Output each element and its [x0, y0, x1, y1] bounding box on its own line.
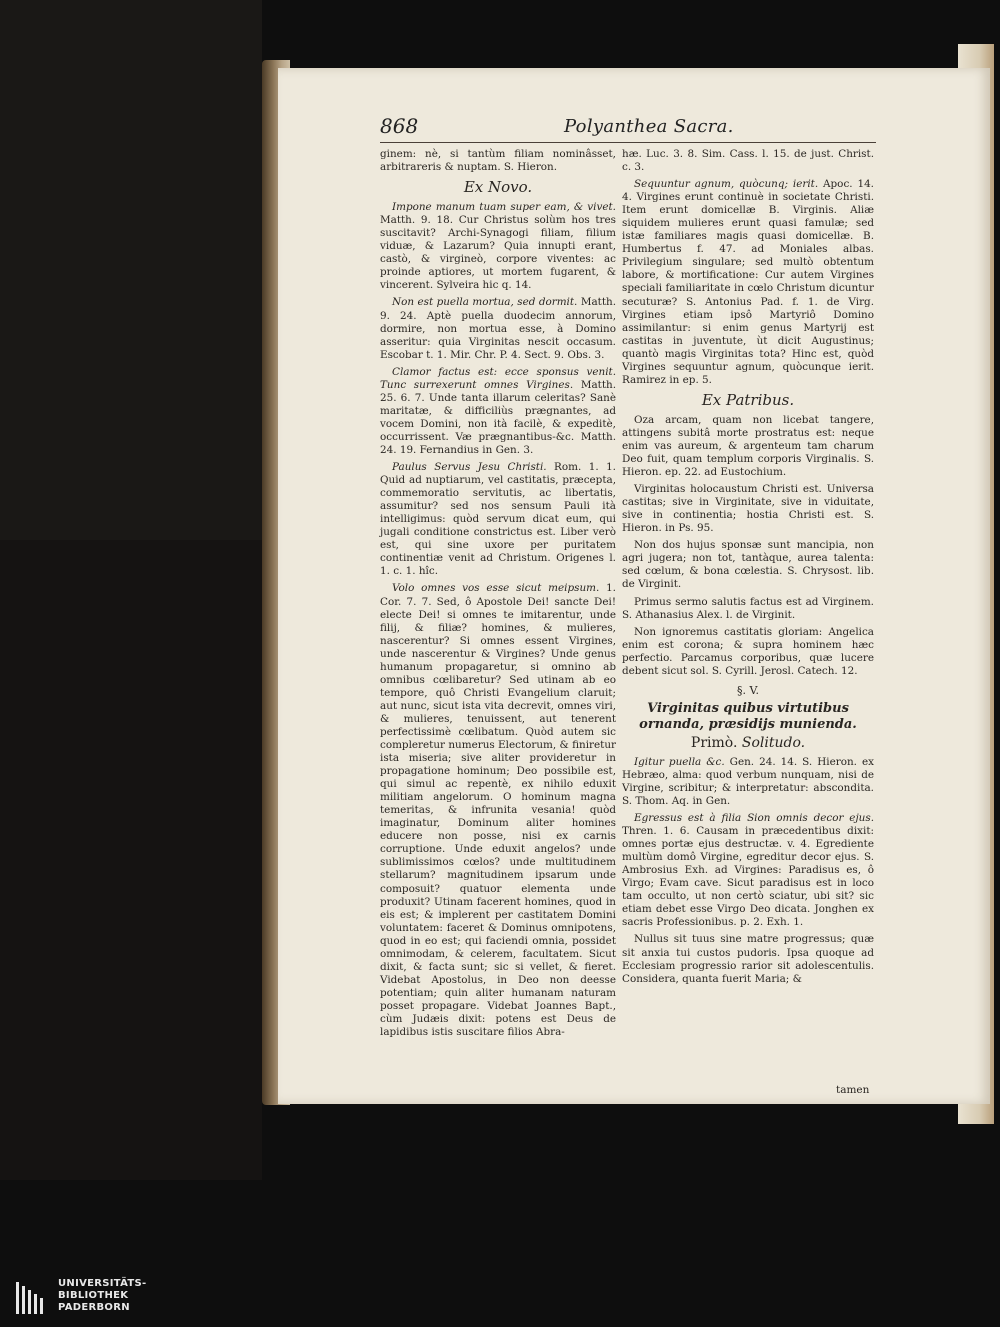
left-text-column: [380, 148, 616, 1043]
paragraph-text: Matth. 25. 6. 7. Unde tanta illarum celeritas? Sanè maritatæ, & difficiliùs prægnantes, ad vocem Domini, non ità facilè, & expeditè, occurrissent. Væ prægnantibus-&c. Matth. 24. 19. Fernandius in Gen. 3.: [380, 378, 617, 456]
paragraph-lead: Paulus Servus Jesu Christi.: [392, 461, 547, 474]
logo-line-2: BIBLIOTHEK: [58, 1290, 129, 1301]
paragraph: [380, 366, 616, 457]
paragraph: [380, 148, 616, 174]
paragraph-lead: Non est puella mortua, sed dormit.: [392, 296, 578, 309]
paragraph: [622, 596, 874, 622]
paragraph-text: 1. Cor. 7. 7. Sed, ô Apostole Dei! sancte Dei! electe Dei! si omnes te imitarentur, unde filij, & filiæ? homines, & mulieres, nascerentur? Si omnes essent Virgines, unde nascerentur & Virgines? Unde genus humanum propagaretur, si omnino ab omnibus cœlibaretur? Sed utinam ab eo tempore, quô Christi Evangelium claruit; aut nunc, sicut ista vita decrevit, omnes viri, & mulieres, tenuissent, aut tenerent perfectissimè cœlibatum. Quòd autem sic compleretur numerus Electorum, & finiretur ista miseria; sive aliter provideretur in propagatione hominum; Deo possibile est, qui simul ac repentè, ex nihilo eduxit militiam angelorum. O hominum magna temeritas, & infrunita vesania! quòd imaginatur, Dominum aliter homines educere non posse, nisi ex carnis corruptione. Unde eduxit angelos? unde sublimissimos cœlos? unde multitudinem stellarum? magnitudinem ipsarum unde composuit? quatuor elementa unde produxit? Utinam facerent homines, quod in eis est; & implerent per castitatem Domini voluntatem: faceret & Dominus omnipotens, quod in eo est; qui faciendi omnia, possidet omnimodam, & celerem, facultatem. Sicut dixit, & facta sunt; sic si vellet, & fieret. Videbat Apostolus, in Deo non deesse potentiam; quin aliter humanam naturam posset propagare. Videbat Joannes Bapt., cùm Judæis dixit: potens est Deus de lapidibus istis suscitare filios Abra-: [380, 582, 616, 1039]
paragraph: [622, 626, 874, 678]
paragraph: [622, 812, 874, 929]
paragraph: [622, 539, 874, 591]
library-logo: [16, 1278, 186, 1318]
catchword: tamen: [836, 1084, 870, 1096]
paragraph-text: ginem: nè, si tantùm filiam nominâsset, arbitrareris & nuptam. S. Hieron.: [380, 148, 616, 174]
paragraph: [622, 414, 874, 479]
paragraph-lead: Sequuntur agnum, quòcunq; ierit.: [634, 178, 819, 191]
paragraph-text: Virginitas holocaustum Christi est. Universa castitas; sive in Virginitate, sive in viduitate, sive in continentia; hostia Christi est. S. Hieron. in Ps. 95.: [622, 483, 874, 535]
right-text-column: [622, 148, 874, 990]
sub-heading-ordinal: Primò.: [690, 734, 742, 751]
paragraph-lead: Volo omnes vos esse sicut meipsum.: [392, 582, 600, 595]
library-logo-text: [58, 1278, 147, 1314]
logo-line-3: PADERBORN: [58, 1302, 130, 1313]
sub-heading-title: Solitudo.: [741, 734, 806, 751]
section-heading: Ex Patribus.: [701, 390, 795, 409]
paragraph: [380, 201, 616, 292]
paragraph-text: Non ignoremus castitatis gloriam: Angelica enim est corona; & supra hominem hæc perfectio. Parcamus corporibus, quæ lucere debent sicut sol. S. Cyrill. Jerosl. Catech. 12.: [622, 625, 874, 677]
paragraph-text: Apoc. 14. 4. Virgines erunt continuè in societate Christi. Item erunt domicellæ B. Virginis. Aliæ siquidem mulieres erunt quasi famulæ; sed istæ familiares magis quasi domicellæ. B. Humbertus f. 47. ad Moniales albas. Privilegium singulare; sed multò obtentum labore, & mortificatione: Cur autem Virgines speciali familiaritate in cœlo Christum dicuntur secuturæ? S. Antonius Pad. f. 1. de Virg. Virgines etiam ipsô Martyriô Domino assimilantur: si enim genus Martyrij est castitas in juventute, ùt dicit Augustinus; quantò magis Virginitas tota? Hinc est, quòd Virgines sequuntur agnum, quòcunque ierit. Ramirez in ep. 5.: [622, 178, 874, 386]
section-title: Virginitas quibus virtutibus ornanda, præsidijs munienda.: [639, 700, 857, 732]
paragraph: [380, 582, 616, 1039]
paragraph-text: Oza arcam, quam non licebat tangere, attingens subitâ morte prostratus est: neque enim vas aureum, & argenteum tam charum Deo fuit, quam templum corporis Virginalis. S. Hieron. ep. 22. ad Eustochium.: [622, 413, 874, 479]
paragraph: [622, 178, 874, 387]
section-number: §. V.: [736, 683, 759, 697]
paragraph-lead: Clamor factus est: ecce sponsus venit. Tunc surrexerunt omnes Virgines.: [380, 365, 616, 391]
paragraph-text: Nullus sit tuus sine matre progressus; quæ sit anxia tui custos pudoris. Ipsa quoque ad Ecclesiam progressio rarior sit adolescentulis. Considera, quanta fuerit Maria; &: [622, 933, 874, 985]
paragraph-text: Matth. 9. 18. Cur Christus solùm hos tres suscitavit? Archi-Synagogi filiam, filium viduæ, & Lazarum? Quia innupti erant, castò, & virgineò, corpore viventes: ac proinde aptiores, ut mortem fugarent, & vincerent. Sylveira hic q. 14.: [380, 214, 616, 292]
paragraph: [380, 461, 616, 578]
paragraph: [622, 148, 874, 174]
logo-line-1: UNIVERSITÄTS-: [58, 1278, 147, 1289]
running-title: Polyanthea Sacra.: [564, 116, 734, 137]
paragraph-text: Thren. 1. 6. Causam in præcedentibus dixit: omnes portæ ejus destructæ. v. 4. Egrediente multùm domô Virgine, egreditur decor ejus. S. Ambrosius Exh. ad Virgines: Paradisus es, ô Virgo; Evam cave. Sicut paradisus est in loco tam occulto, ut non certò sciatur, ubi sit? sic etiam debet esse Virgo Deo dicata. Jonghen ex sacris Professionibus. p. 2. Exh. 1.: [622, 825, 874, 929]
sub-heading: [622, 734, 874, 751]
paragraph-text: Matth. 9. 24. Aptè puella duodecim annorum, dormire, non mortua esse, à Domino asseritur: quia Virginitas nescit occasum. Escobar t. 1. Mir. Chr. P. 4. Sect. 9. Obs. 3.: [380, 296, 617, 361]
paragraph: [622, 483, 874, 535]
paragraph: [622, 756, 874, 808]
paragraph-text: hæ. Luc. 3. 8. Sim. Cass. l. 15. de just. Christ. c. 3.: [622, 148, 874, 174]
scan-background-strip: [0, 540, 262, 1180]
paragraph-text: Gen. 24. 14. S. Hieron. ex Hebræo, alma: quod verbum nunquam, nisi de Virgine, scribitur; & interpretatur: absconditа. S. Thom. Aq. in Gen.: [622, 755, 874, 808]
page-header: [380, 112, 876, 143]
paragraph: [380, 296, 616, 361]
paragraph: [622, 933, 874, 985]
page-number: 868: [380, 114, 419, 138]
paragraph-text: Primus sermo salutis factus est ad Virginem. S. Athanasius Alex. l. de Virginit.: [622, 595, 874, 621]
paragraph-text: Rom. 1. 1. Quid ad nuptiarum, vel castitatis, præcepta, commemoratio servitutis, ac libertatis, assumitur? sed nos sensum Pauli ità intelligimus: quòd servum dicat eum, qui jugali conditione constrictus est. Liber verò est, qui sine uxore per puritatem continentiæ venit ad Christum. Origenes l. 1. c. 1. hîc.: [380, 461, 616, 578]
paragraph-lead: Egressus est à filia Sion omnis decor ejus.: [634, 812, 874, 825]
paragraph-lead: Impone manum tuam super eam, & vivet.: [392, 201, 616, 214]
paragraph-text: Non dos hujus sponsæ sunt mancipia, non agri jugera; non tot, tantàque, aurea talenta: sed cœlum, & bona cœlestia. S. Chrysost. lib. de Virginit.: [622, 539, 874, 591]
library-logo-icon: [16, 1282, 50, 1314]
section-heading: Ex Novo.: [463, 178, 533, 197]
paragraph-lead: Igitur puella &c.: [634, 755, 725, 768]
